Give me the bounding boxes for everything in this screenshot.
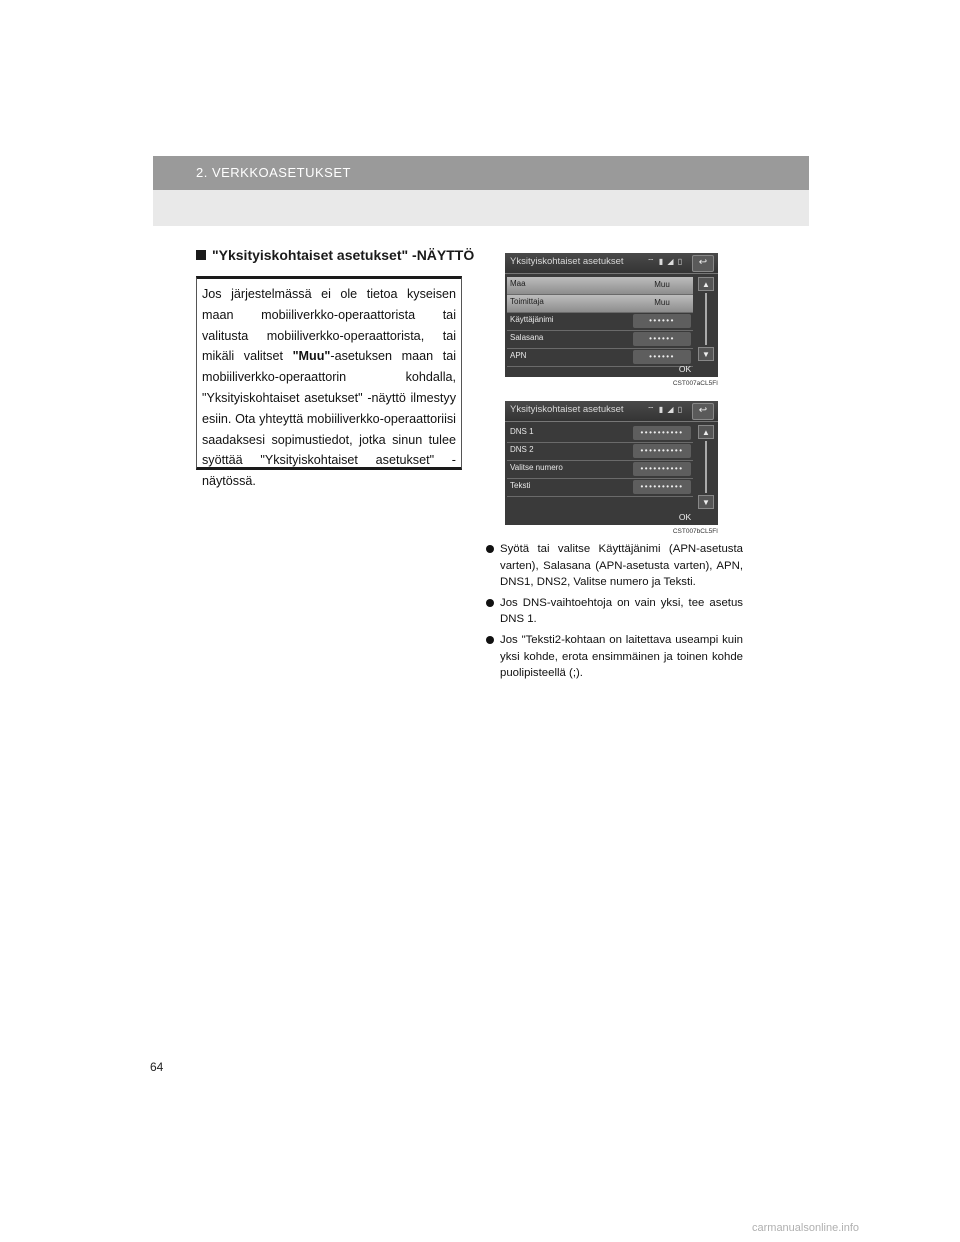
row-value: •••••••••• (633, 444, 691, 458)
row-label: DNS 1 (510, 427, 534, 436)
row-label: Salasana (510, 333, 544, 342)
note-text-1: Jos järjestelmässä ei ole tietoa kyseisen maan mobiiliverkko-operaattorista tai valitusta mobiiliverkko-operaattorista, tai mikäli valitset (202, 287, 456, 364)
row-value: Muu (654, 298, 670, 307)
row-label: Käyttäjänimi (510, 315, 554, 324)
screen-title: Yksityiskohtaiset asetukset (510, 404, 624, 415)
section-heading (196, 247, 474, 263)
row-value: Muu (654, 280, 670, 289)
screen-title: Yksityiskohtaiset asetukset (510, 256, 624, 267)
screen-row-maa[interactable] (507, 277, 693, 295)
ok-button[interactable]: OK (678, 364, 692, 374)
note-bold-option: "Muu" (292, 349, 331, 364)
screen-row-valitse-numero[interactable] (507, 461, 693, 479)
row-label: Teksti (510, 481, 531, 490)
list-item (486, 595, 743, 628)
row-value: •••••••••• (633, 480, 691, 494)
section-title: 2. VERKKOASETUKSET (196, 165, 351, 180)
screen-title-bar (505, 253, 718, 274)
row-label: APN (510, 351, 527, 360)
scroll-track (705, 293, 707, 345)
row-label: DNS 2 (510, 445, 534, 454)
row-value: •••••••••• (633, 426, 691, 440)
image-code: CST007bCL5FI (660, 527, 718, 536)
section-header-bar (153, 156, 809, 190)
scroll-up-icon[interactable]: ▲ (698, 277, 714, 291)
back-button[interactable]: ↩ (692, 255, 714, 272)
section-header-band (153, 190, 809, 226)
screen-row-kayttajanimi[interactable] (507, 313, 693, 331)
screenshot-detailed-settings-2 (505, 401, 718, 525)
row-value: •••••• (633, 350, 691, 364)
row-label: Toimittaja (510, 297, 544, 306)
bullet-list (486, 541, 743, 686)
scrollbar[interactable] (698, 425, 714, 509)
note-text-2: -asetuksen maan tai mobiiliverkko-operaattorin kohdalla, "Yksityiskohtaiset asetukset" -näyttö ilmestyy esiin. Ota yhteyttä mobiiliverkko-operaattoriisi saadaksesi sopimustiedot, jotka sinun tulee syöttää "Yksityiskohtaiset asetukset" -näytössä. (202, 349, 456, 489)
screen-row-toimittaja[interactable] (507, 295, 693, 313)
row-value: •••••••••• (633, 462, 691, 476)
section-heading-text: "Yksityiskohtaiset asetukset" -NÄYTTÖ (212, 247, 475, 263)
scroll-down-icon[interactable]: ▼ (698, 495, 714, 509)
square-bullet-icon (196, 250, 206, 260)
scroll-up-icon[interactable]: ▲ (698, 425, 714, 439)
bullet-text: Syötä tai valitse Käyttäjänimi (APN-asetusta varten), Salasana (APN-asetusta varten), APN, DNS1, DNS2, Valitse numero ja Teksti. (500, 543, 743, 589)
bullet-text: Jos DNS-vaihtoehtoja on vain yksi, tee asetus DNS 1. (500, 596, 743, 626)
status-icons: ⌔ ▮ ◢ ▯ (647, 257, 684, 266)
bullet-icon (486, 545, 494, 553)
bullet-text: Jos "Teksti2-kohtaan on laitettava useampi kuin yksi kohde, erota ensimmäinen ja toinen kohde puolipisteellä (;). (500, 633, 743, 680)
screenshot-detailed-settings-1 (505, 253, 718, 377)
status-icons: ⌔ ▮ ◢ ▯ (647, 405, 684, 414)
row-value: •••••• (633, 332, 691, 346)
bullet-icon (486, 636, 494, 644)
screen-title-bar (505, 401, 718, 422)
scroll-track (705, 441, 707, 493)
list-item (486, 541, 743, 591)
screen-row-apn[interactable] (507, 349, 693, 367)
ok-button[interactable]: OK (678, 512, 692, 522)
watermark: carmanualsonline.info (752, 1222, 860, 1234)
bullet-icon (486, 599, 494, 607)
scrollbar[interactable] (698, 277, 714, 361)
image-code: CST007aCL5FI (660, 379, 718, 388)
back-button[interactable]: ↩ (692, 403, 714, 420)
row-label: Maa (510, 279, 526, 288)
scroll-down-icon[interactable]: ▼ (698, 347, 714, 361)
row-value: •••••• (633, 314, 691, 328)
page-number: 64 (150, 1060, 164, 1074)
screen-row-dns1[interactable] (507, 425, 693, 443)
screen-row-salasana[interactable] (507, 331, 693, 349)
row-label: Valitse numero (510, 463, 563, 472)
screen-row-teksti[interactable] (507, 479, 693, 497)
note-box (196, 276, 462, 489)
list-item (486, 632, 743, 682)
screen-row-dns2[interactable] (507, 443, 693, 461)
